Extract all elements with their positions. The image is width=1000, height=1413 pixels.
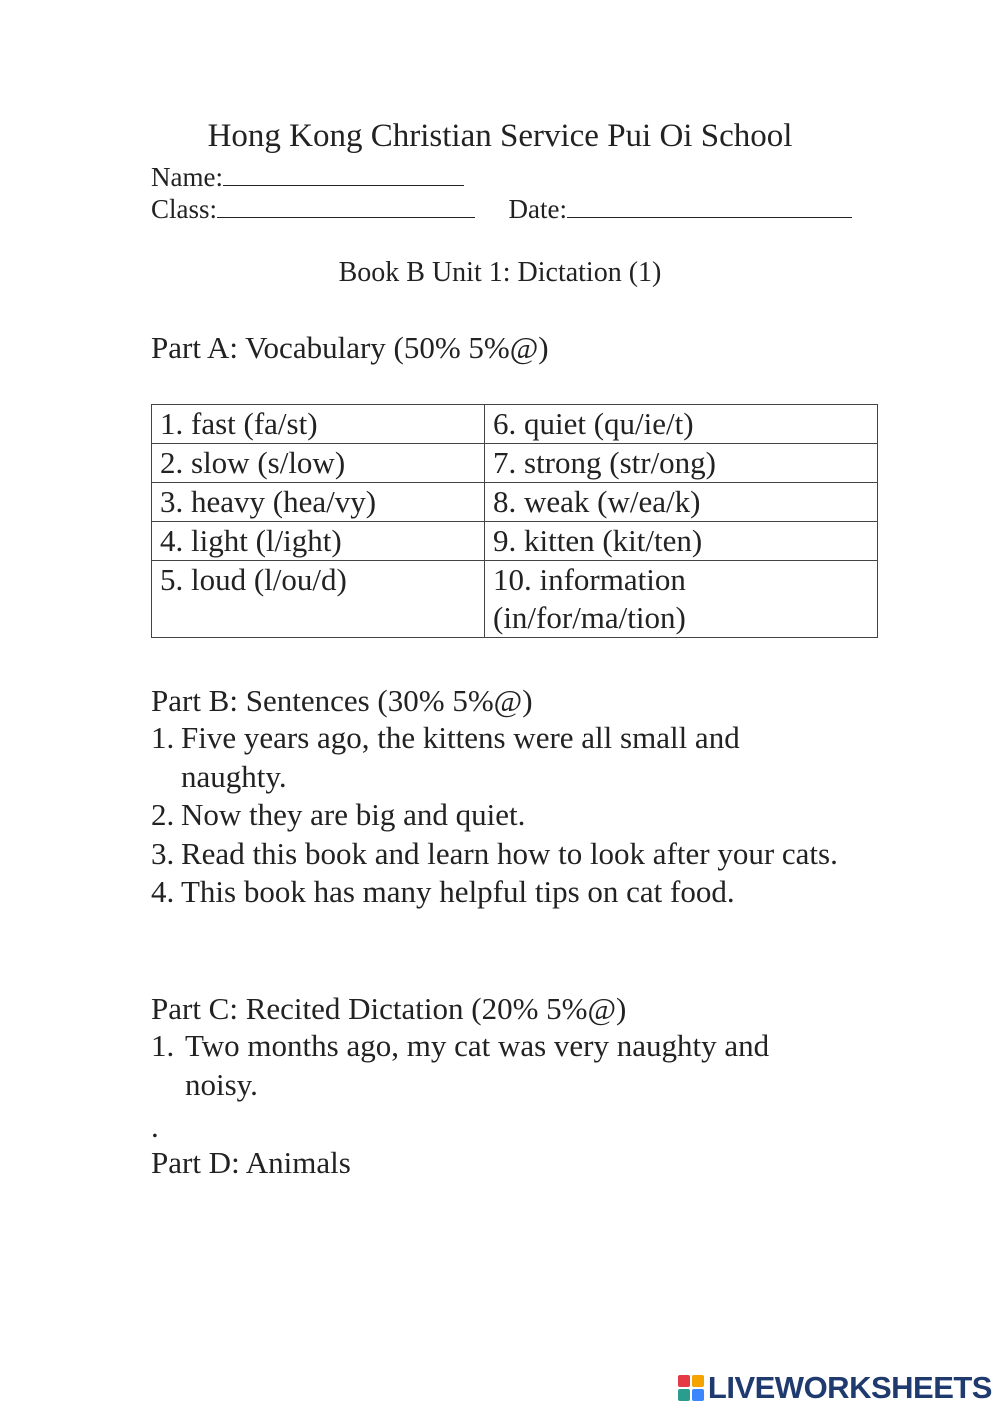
- vocab-cell: 3. heavy (hea/vy): [152, 483, 485, 522]
- logo-square: [692, 1375, 704, 1387]
- table-row: [152, 444, 878, 483]
- date-label: Date:: [508, 194, 567, 224]
- logo-mark-icon: [678, 1375, 704, 1401]
- name-blank[interactable]: [223, 163, 464, 186]
- list-item: 3. Read this book and learn how to look after your cats.: [151, 835, 838, 871]
- part-b-title: Part B: Sentences (30% 5%@): [151, 683, 533, 718]
- part-c-dot: .: [151, 1109, 159, 1144]
- class-date-row: [151, 194, 852, 225]
- vocab-cell: 4. light (l/ight): [152, 522, 485, 561]
- liveworksheets-logo: [678, 1371, 992, 1405]
- list-item: 1. Two months ago, my cat was very naughty and noisy.: [151, 1028, 770, 1102]
- table-row: [152, 483, 878, 522]
- vocab-cell: 7. strong (str/ong): [485, 444, 878, 483]
- class-blank[interactable]: [217, 195, 475, 218]
- vocab-cell: 5. loud (l/ou/d): [152, 561, 485, 638]
- vocab-cell: 9. kitten (kit/ten): [485, 522, 878, 561]
- vocab-cell: 1. fast (fa/st): [152, 405, 485, 444]
- part-c-title: Part C: Recited Dictation (20% 5%@): [151, 991, 627, 1026]
- class-label: Class:: [151, 194, 218, 224]
- name-field: [151, 162, 464, 193]
- part-a-title: Part A: Vocabulary (50% 5%@): [151, 330, 549, 365]
- vocab-cell: 8. weak (w/ea/k): [485, 483, 878, 522]
- table-row: [152, 561, 878, 638]
- list-item: 2. Now they are big and quiet.: [151, 797, 526, 832]
- sentence-list: [151, 719, 871, 912]
- part-d-title: Part D: Animals: [151, 1145, 351, 1180]
- date-blank[interactable]: [567, 195, 852, 218]
- vocab-cell: 2. slow (s/low): [152, 444, 485, 483]
- vocabulary-table: [151, 404, 878, 638]
- vocab-cell: 6. quiet (qu/ie/t): [485, 405, 878, 444]
- table-row: [152, 405, 878, 444]
- recited-list: [151, 1027, 871, 1104]
- school-name: Hong Kong Christian Service Pui Oi School: [207, 118, 793, 154]
- list-item: 1. Five years ago, the kittens were all small and naughty.: [151, 720, 740, 794]
- list-item: 4. This book has many helpful tips on cat food.: [151, 874, 735, 909]
- table-row: [152, 522, 878, 561]
- logo-square: [678, 1389, 690, 1401]
- logo-square: [678, 1375, 690, 1387]
- worksheet-subtitle: Book B Unit 1: Dictation (1): [338, 257, 662, 288]
- logo-square: [692, 1389, 704, 1401]
- logo-text: LIVEWORKSHEETS: [707, 1370, 992, 1405]
- vocab-cell: 10. information (in/for/ma/tion): [485, 561, 878, 638]
- name-label: Name:: [151, 162, 223, 192]
